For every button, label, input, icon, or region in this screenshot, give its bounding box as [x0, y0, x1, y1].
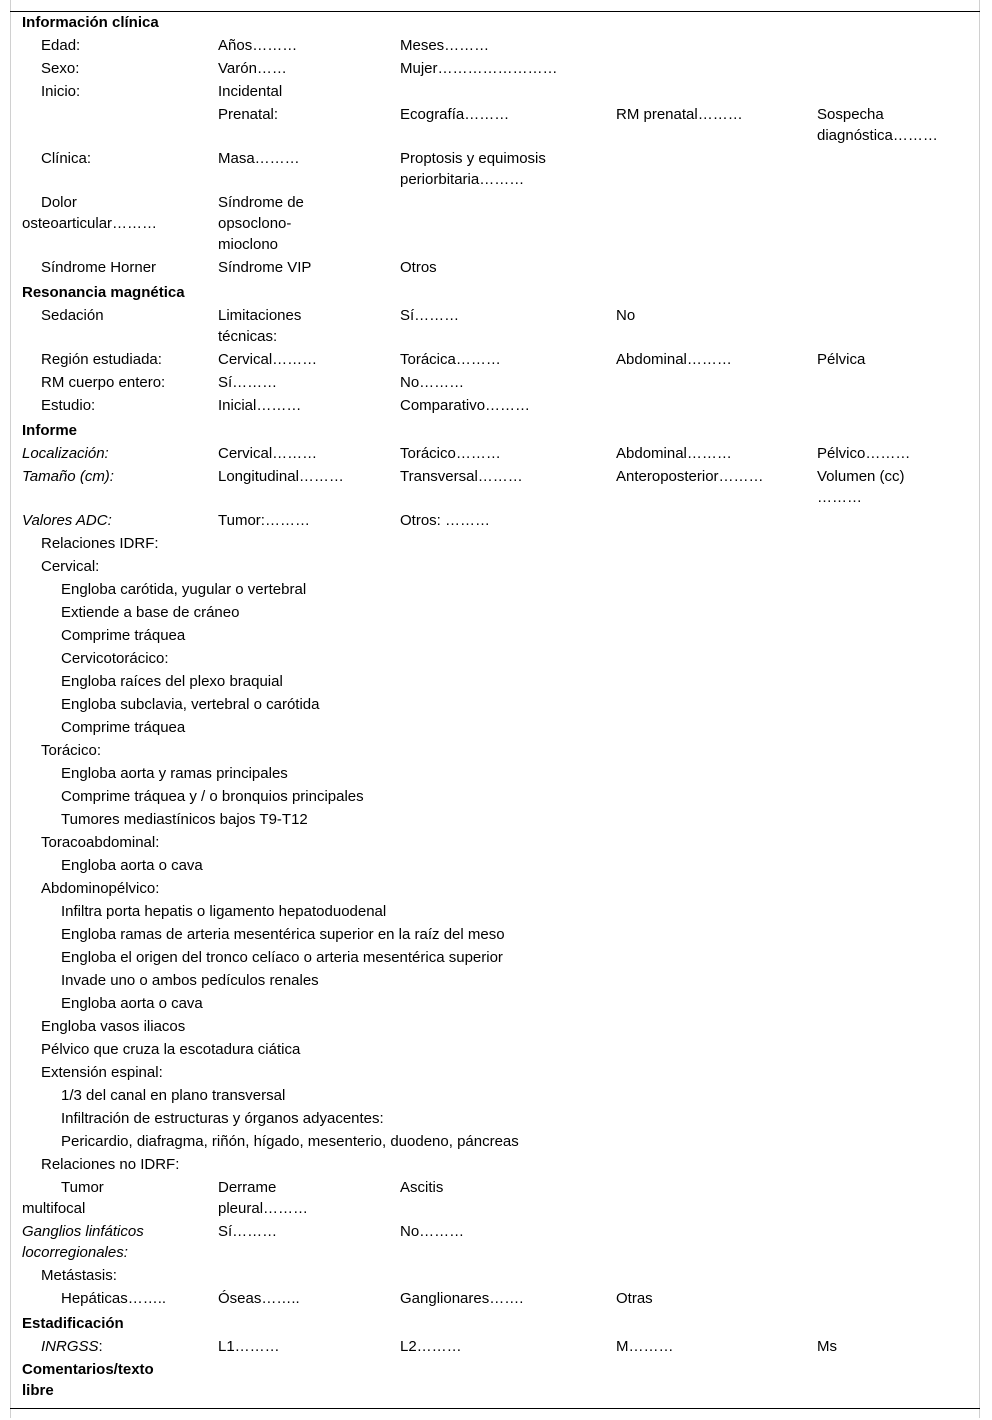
row-label: Engloba aorta y ramas principales: [61, 765, 288, 782]
row-field: L1………: [218, 1338, 280, 1355]
row-label: Engloba subclavia, vertebral o carótida: [61, 696, 320, 713]
row-label: 1/3 del canal en plano transversal: [61, 1087, 286, 1104]
bottom-rule: [10, 1408, 980, 1409]
row-label: Comprime tráquea: [61, 627, 186, 644]
row-field: Cervical………: [218, 445, 318, 462]
row-field: Sí………: [218, 1223, 278, 1240]
row-label: Engloba aorta o cava: [61, 995, 203, 1012]
row-field: Otros: [400, 259, 437, 276]
row-label: Informe: [22, 422, 78, 439]
row-field: Ganglionares…….: [400, 1290, 524, 1307]
row-field: Síndrome VIP: [218, 259, 312, 276]
row-label: Engloba aorta o cava: [61, 857, 203, 874]
row-field: RM prenatal………: [616, 106, 743, 123]
row-label: Inicio:: [41, 83, 81, 100]
row-field: Volumen (cc) ………: [817, 468, 905, 506]
row-label: Metástasis:: [41, 1267, 117, 1284]
row-label: Extensión espinal:: [41, 1064, 163, 1081]
row-label: Extiende a base de cráneo: [61, 604, 240, 621]
row-label: Valores ADC:: [22, 512, 112, 529]
row-label: Torácico:: [41, 742, 102, 759]
row-label: Clínica:: [41, 150, 92, 167]
row-field: Abdominal………: [616, 351, 732, 368]
row-label: Edad:: [41, 37, 81, 54]
row-field: No………: [400, 374, 465, 391]
row-field: Otras: [616, 1290, 653, 1307]
row-label: Comprime tráquea y / o bronquios principales: [61, 788, 364, 805]
row-field: Inicial………: [218, 397, 302, 414]
row-label: Comprime tráquea: [61, 719, 186, 736]
row-field: Sospecha diagnóstica………: [817, 106, 938, 144]
row-field: No: [616, 307, 636, 324]
row-label: Comentarios/texto libre: [22, 1361, 154, 1399]
row-field: Incidental: [218, 83, 283, 100]
row-label: Pélvico que cruza la escotadura ciática: [41, 1041, 301, 1058]
row-field: Abdominal………: [616, 445, 732, 462]
row-label: Engloba el origen del tronco celíaco o arteria mesentérica superior: [61, 949, 503, 966]
row-field: Derrame pleural………: [218, 1179, 309, 1217]
row-label: Prenatal:: [218, 106, 279, 123]
row-field: Ascitis: [400, 1179, 444, 1196]
row-label: Información clínica: [22, 14, 159, 31]
row-label: Engloba carótida, yugular o vertebral: [61, 581, 307, 598]
row-label: Tumores mediastínicos bajos T9-T12: [61, 811, 308, 828]
row-field: Varón……: [218, 60, 287, 77]
row-label: Abdominopélvico:: [41, 880, 160, 897]
row-field: Síndrome de opsoclono-mioclono: [218, 194, 304, 253]
row-field: M………: [616, 1338, 674, 1355]
row-field: Cervical………: [218, 351, 318, 368]
row-label: Infiltración de estructuras y órganos adyacentes:: [61, 1110, 384, 1127]
row-label: Cervical:: [41, 558, 100, 575]
row-label: Tamaño (cm):: [22, 468, 114, 485]
row-label: Relaciones no IDRF:: [41, 1156, 180, 1173]
row-label: Engloba ramas de arteria mesentérica superior en la raíz del meso: [61, 926, 505, 943]
row-field: Mujer……………………: [400, 60, 558, 77]
row-field: Tumor:………: [218, 512, 310, 529]
row-label: Localización:: [22, 445, 109, 462]
row-field: Transversal………: [400, 468, 523, 485]
row-label: Pericardio, diafragma, riñón, hígado, mesenterio, duodeno, páncreas: [61, 1133, 519, 1150]
row-field: Limitaciones técnicas:: [218, 307, 302, 345]
row-field: Comparativo………: [400, 397, 531, 414]
row-label: Engloba vasos iliacos: [41, 1018, 186, 1035]
row-label: INRGSS:: [41, 1338, 103, 1355]
row-label: Resonancia magnética: [22, 284, 185, 301]
row-label: Toracoabdominal:: [41, 834, 160, 851]
row-field: L2………: [400, 1338, 462, 1355]
row-field: Longitudinal………: [218, 468, 344, 485]
row-label: Síndrome Horner: [41, 259, 157, 276]
row-label: Sedación: [41, 307, 104, 324]
row-field: Óseas……..: [218, 1290, 300, 1307]
row-label: Hepáticas……..: [61, 1290, 167, 1307]
row-field: Anteroposterior………: [616, 468, 764, 485]
row-field: Sí………: [218, 374, 278, 391]
row-field: Meses………: [400, 37, 490, 54]
row-field: Torácico………: [400, 445, 501, 462]
row-label: RM cuerpo entero:: [41, 374, 166, 391]
row-field: Proptosis y equimosis periorbitaria………: [400, 150, 546, 188]
row-label: Infiltra porta hepatis o ligamento hepatoduodenal: [61, 903, 387, 920]
row-label: Sexo:: [41, 60, 80, 77]
row-field: Ecografía………: [400, 106, 510, 123]
row-label: Engloba raíces del plexo braquial: [61, 673, 283, 690]
row-field: Torácica………: [400, 351, 501, 368]
row-field: No………: [400, 1223, 465, 1240]
row-label: Invade uno o ambos pedículos renales: [61, 972, 319, 989]
row-field: Sí………: [400, 307, 460, 324]
row-label: Estadificación: [22, 1315, 124, 1332]
row-label: Región estudiada:: [41, 351, 162, 368]
row-label: Relaciones IDRF:: [41, 535, 159, 552]
row-label: Estudio:: [41, 397, 96, 414]
row-field: Años………: [218, 37, 298, 54]
row-field: Ms: [817, 1338, 837, 1355]
row-field: Otros: ………: [400, 512, 491, 529]
row-label: Tumor multifocal: [22, 1179, 104, 1217]
row-label: Dolor osteoarticular………: [22, 194, 158, 232]
row-label: Cervicotorácico:: [61, 650, 169, 667]
row-field: Pélvico………: [817, 445, 911, 462]
row-field: Pélvica: [817, 351, 866, 368]
row-field: Masa………: [218, 150, 300, 167]
row-label: Ganglios linfáticos locorregionales:: [22, 1223, 144, 1261]
